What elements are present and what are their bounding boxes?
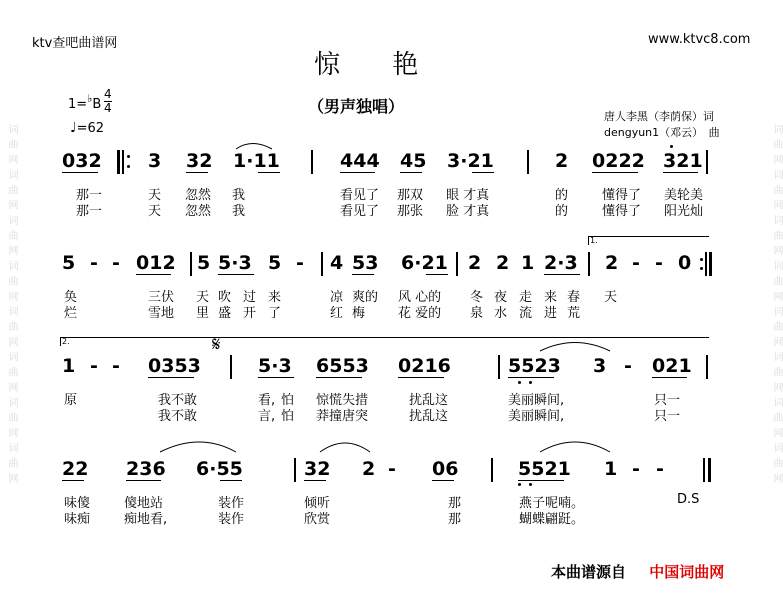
note-group: 032	[62, 150, 102, 172]
note-group: 1	[62, 355, 76, 377]
note-group: 3·21	[447, 150, 494, 172]
lyric-1: 只一	[654, 393, 681, 408]
key-signature: 1=♭B	[68, 92, 102, 112]
lyric-1: 倾听	[304, 496, 331, 511]
note-group: 236	[126, 458, 166, 480]
note-group: 2	[555, 150, 569, 172]
note-group: 6·21	[401, 252, 448, 274]
note-group: 2	[605, 252, 619, 274]
lyric-2: 荒	[567, 306, 581, 321]
lyric-2: 莽撞唐突	[316, 409, 369, 424]
note-group: 3	[148, 150, 162, 172]
lyric-1: 忽然	[185, 188, 212, 203]
note-group: 5·3	[218, 252, 252, 274]
lyric-1: 天	[196, 290, 210, 305]
lyric-1: 爽的	[352, 290, 379, 305]
lyric-2: 雪地	[148, 306, 175, 321]
note-group: 53	[352, 252, 379, 274]
lyric-2: 忽然	[185, 204, 212, 219]
note-group: 0	[678, 252, 692, 274]
note-group: -	[655, 252, 663, 274]
note-group: 321	[663, 150, 703, 172]
lyric-2: 的	[555, 204, 569, 219]
lyric-1: 美丽瞬间,	[508, 393, 565, 408]
lyric-1: 走	[519, 290, 533, 305]
lyric-1: 天	[148, 188, 162, 203]
lyric-1: 扰乱这	[409, 393, 449, 408]
note-group: 5·3	[258, 355, 292, 377]
lyric-2: 阳光灿	[664, 204, 704, 219]
segno-icon: 𝄋	[212, 332, 221, 356]
note-group: 5	[268, 252, 282, 274]
note-group: 32	[186, 150, 213, 172]
lyric-1: 看见了	[340, 188, 380, 203]
note-group: 0216	[398, 355, 451, 377]
song-title: 惊 艳	[314, 50, 441, 80]
note-group: 1	[604, 458, 618, 480]
note-group: -	[90, 355, 98, 377]
note-group: 2·3	[544, 252, 578, 274]
lyric-1: 原	[64, 393, 78, 408]
site-label-left: ktv查吧曲谱网	[32, 36, 118, 51]
lyric-2: 看见了	[340, 204, 380, 219]
volta-second-label: 2.	[62, 337, 70, 346]
lyric-2: 味痴	[64, 512, 91, 527]
lyric-1: 美轮美	[664, 188, 704, 203]
lyric-1: 冬	[470, 290, 484, 305]
lyric-2: 泉	[470, 306, 484, 321]
lyric-1: 凉	[330, 290, 344, 305]
lyric-1: 傻地站	[124, 496, 164, 511]
note-group: 012	[136, 252, 176, 274]
note-group: 1	[521, 252, 535, 274]
note-group: 5521	[518, 458, 571, 480]
note-group: -	[632, 252, 640, 274]
watermark-left: 词 曲 网 词 曲 网 词 曲 网 词 曲 网 词 曲 网 词 曲 网 词 曲 网 词 曲 网	[6, 124, 17, 485]
lyric-1: 来	[268, 290, 282, 305]
lyric-1: 的	[555, 188, 569, 203]
note-group: -	[296, 252, 304, 274]
lyric-2: 美丽瞬间,	[508, 409, 565, 424]
song-subtitle: （男声独唱）	[308, 97, 405, 116]
lyric-1: 我	[232, 188, 246, 203]
lyric-1: 吹	[218, 290, 232, 305]
note-group: 06	[432, 458, 459, 480]
note-group: -	[624, 355, 632, 377]
note-group: 2	[362, 458, 376, 480]
lyric-1: 三伏	[148, 290, 175, 305]
lyric-2: 欣赏	[304, 512, 331, 527]
lyric-2: 那张	[397, 204, 424, 219]
lyric-2: 言,	[258, 409, 276, 424]
lyric-2: 蝴蝶翩跹。	[519, 512, 585, 527]
lyric-1: 惊慌失措	[316, 393, 369, 408]
lyric-2: 梅	[352, 306, 366, 321]
lyric-2: 开	[243, 306, 257, 321]
lyric-2: 懂得了	[602, 204, 642, 219]
lyric-1: 怕	[281, 393, 295, 408]
lyric-2: 只一	[654, 409, 681, 424]
note-group: 021	[652, 355, 692, 377]
note-group: -	[112, 355, 120, 377]
note-group: 1·11	[233, 150, 280, 172]
note-group: 3	[593, 355, 607, 377]
site-label-right: www.ktvc8.com	[648, 32, 751, 47]
time-signature: 4 4	[104, 87, 112, 115]
note-group: 2	[496, 252, 510, 274]
lyric-1: 眼 才真	[446, 188, 490, 203]
note-group: 5	[197, 252, 211, 274]
lyric-1: D.S	[677, 492, 700, 507]
lyric-2: 里	[196, 306, 210, 321]
lyric-2: 了	[268, 306, 282, 321]
lyric-2: 烂	[64, 306, 78, 321]
lyric-1: 懂得了	[602, 188, 642, 203]
lyric-1: 味傻	[64, 496, 91, 511]
lyric-2: 装作	[218, 512, 245, 527]
lyric-2: 怕	[281, 409, 295, 424]
lyric-1: 夜	[494, 290, 508, 305]
lyric-2: 脸 才真	[446, 204, 490, 219]
lyric-2: 天	[148, 204, 162, 219]
lyric-2: 我	[232, 204, 246, 219]
note-group: 32	[304, 458, 331, 480]
quarter-note-icon: ♩	[70, 120, 77, 136]
lyric-1: 过	[243, 290, 257, 305]
lyric-1: 奂	[64, 290, 78, 305]
lyric-2: 扰乱这	[409, 409, 449, 424]
lyric-2: 我不敢	[158, 409, 198, 424]
note-group: -	[112, 252, 120, 274]
lyric-2: 流	[519, 306, 533, 321]
note-group: 6·55	[196, 458, 243, 480]
lyric-2: 水	[494, 306, 508, 321]
lyric-1: 天	[604, 290, 618, 305]
lyric-1: 装作	[218, 496, 245, 511]
note-group: -	[90, 252, 98, 274]
note-group: 22	[62, 458, 89, 480]
note-group: 4	[330, 252, 344, 274]
lyric-2: 那	[448, 512, 462, 527]
lyric-1: 那	[448, 496, 462, 511]
tempo-marking: ♩=62	[70, 120, 105, 136]
volta-first-label: 1.	[590, 236, 598, 245]
lyric-1: 看,	[258, 393, 276, 408]
note-group: 5	[62, 252, 76, 274]
lyric-1: 春	[567, 290, 581, 305]
watermark-right: 词 曲 网 词 曲 网 词 曲 网 词 曲 网 词 曲 网 词 曲 网 词 曲 网 词 曲 网	[771, 124, 782, 485]
note-group: 6553	[316, 355, 369, 377]
lyric-2: 进	[544, 306, 558, 321]
lyric-2: 花 爱的	[398, 306, 442, 321]
note-group: 0222	[592, 150, 645, 172]
lyric-2: 痴地看,	[124, 512, 168, 527]
lyric-2: 盛	[218, 306, 232, 321]
note-group: -	[388, 458, 396, 480]
note-group: 0353	[148, 355, 201, 377]
note-group: -	[656, 458, 664, 480]
composer-credit: dengyun1（邓云） 曲	[604, 126, 720, 139]
lyric-1: 风 心的	[398, 290, 442, 305]
lyric-2: 红	[330, 306, 344, 321]
lyric-1: 我不敢	[158, 393, 198, 408]
note-group: 5523	[508, 355, 561, 377]
lyric-1: 那一	[76, 188, 103, 203]
note-group: 45	[400, 150, 427, 172]
lyricist-credit: 唐人李黑（李荫保）词	[604, 110, 714, 123]
lyric-1: 来	[544, 290, 558, 305]
source-link[interactable]: 中国词曲网	[649, 563, 725, 581]
note-group: 444	[340, 150, 380, 172]
lyric-1: 那双	[397, 188, 424, 203]
note-group: -	[632, 458, 640, 480]
lyric-2: 那一	[76, 204, 103, 219]
lyric-1: 燕子呢喃。	[519, 496, 585, 511]
source-credit: 本曲谱源自 中国词曲网	[551, 563, 725, 581]
note-group: 2	[468, 252, 482, 274]
